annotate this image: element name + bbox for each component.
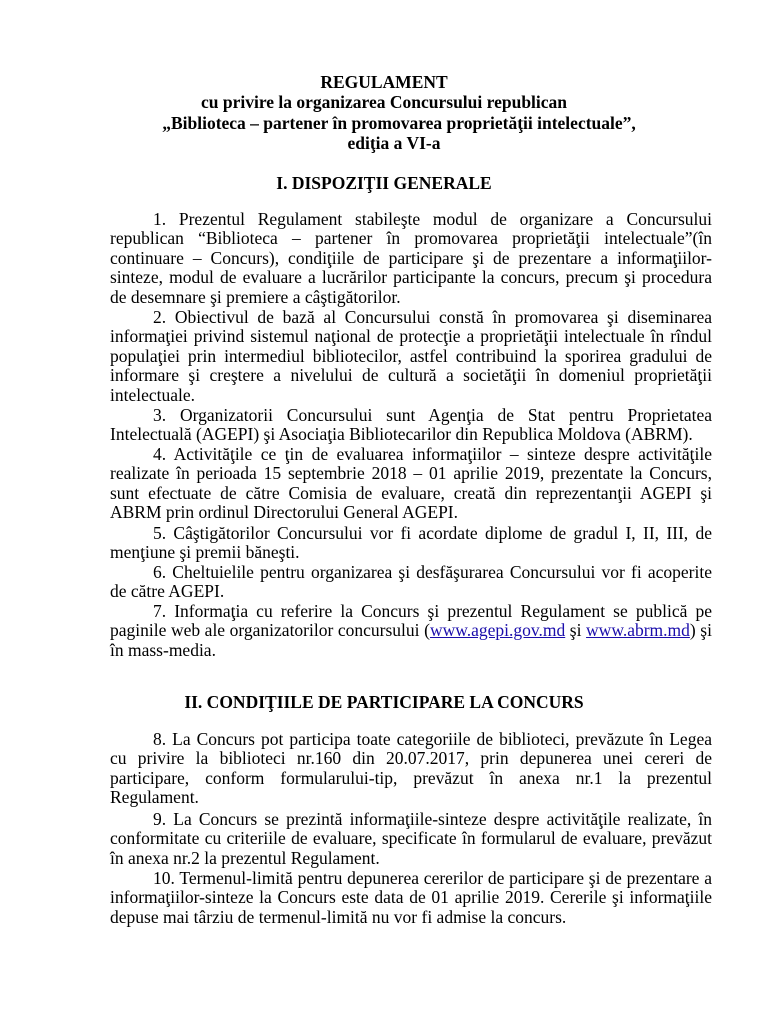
- paragraph-9: 9. La Concurs se prezintă informaţiile-sinteze despre activităţile realizate, în conformitate cu criteriile de evaluare, specificate în formularul de evaluare, prevăzut în anexa nr.2 la prezentul Regulament.: [110, 809, 712, 868]
- paragraph-10: 10. Termenul-limită pentru depunerea cererilor de participare şi de prezentare a informaţiilor-sinteze la Concurs este data de 01 aprilie 2019. Cererile şi informaţiile depuse mai târziu de termenul-limită nu vor fi admise la concurs.: [110, 868, 712, 927]
- paragraph-3: 3. Organizatorii Concursului sunt Agenţia de Stat pentru Proprietatea Intelectuală (AGEPI) şi Asociaţia Bibliotecarilor din Republica Moldova (ABRM).: [110, 405, 712, 445]
- doc-contest-name: „Biblioteca – partener în promovarea proprietăţii intelectuale”,: [162, 113, 636, 133]
- link-abrm[interactable]: www.abrm.md: [586, 620, 690, 641]
- paragraph-7-conjunction: şi: [565, 620, 587, 641]
- paragraph-8: 8. La Concurs pot participa toate categoriile de biblioteci, prevăzute în Legea cu privire la biblioteci nr.160 din 20.07.2017, prin depunerea unei cereri de participare, conform formularului-tip, prevăzut în anexa nr.1 la prezentul Regulament.: [110, 729, 712, 808]
- paragraph-7-end: ) şi în mass-media.: [110, 620, 712, 660]
- paragraph-5: 5. Câştigătorilor Concursului vor fi acordate diplome de gradul I, II, III, de menţiune şi premii băneşti.: [110, 523, 712, 563]
- section-heading-participation: II. CONDIŢIILE DE PARTICIPARE LA CONCURS: [184, 692, 584, 712]
- doc-title: REGULAMENT: [320, 72, 448, 92]
- doc-subtitle-line: cu privire la organizarea Concursului republican: [200, 92, 568, 112]
- paragraph-4: 4. Activităţile ce ţin de evaluarea informaţiilor – sinteze despre activităţile realizate în perioada 15 septembrie 2018 – 01 aprilie 2019, prezentate la Concurs, sunt efectuate de către Comisia de evaluare, creată din reprezentanţii AGEPI şi ABRM prin ordinul Directorului General AGEPI.: [110, 444, 712, 523]
- paragraph-1: 1. Prezentul Regulament stabileşte modul de organizare a Concursului republican “Biblioteca – partener în promovarea proprietăţii intelectuale”(în continuare – Concurs), condiţiile de participare şi de prezentare a informaţiilor-sinteze, modul de evaluare a lucrărilor participante la concurs, precum şi procedura de desemnare şi premiere a câştigătorilor.: [110, 209, 712, 307]
- link-agepi[interactable]: www.agepi.gov.md: [429, 620, 566, 641]
- paragraph-2: 2. Obiectivul de bază al Concursului constă în promovarea şi diseminarea informaţiei privind sistemul naţional de protecţie a proprietăţii intelectuale în rîndul populaţiei prin intermediul bibliotecilor, astfel contribuind la sporirea gradului de informare şi creştere a nivelului de cultură a societăţii în domeniul proprietăţii intelectuale.: [110, 307, 712, 405]
- paragraph-7: [110, 602, 712, 660]
- doc-edition: ediţia a VI-a: [347, 133, 441, 153]
- section-heading-general: I. DISPOZIŢII GENERALE: [276, 173, 492, 193]
- paragraph-7-text: 7. Informaţia cu referire la Concurs şi prezentul Regulament se publică pe paginile web ale organizatorilor concursului (: [110, 601, 712, 641]
- paragraph-6: 6. Cheltuielile pentru organizarea şi desfăşurarea Concursului vor fi acoperite de către AGEPI.: [110, 562, 712, 602]
